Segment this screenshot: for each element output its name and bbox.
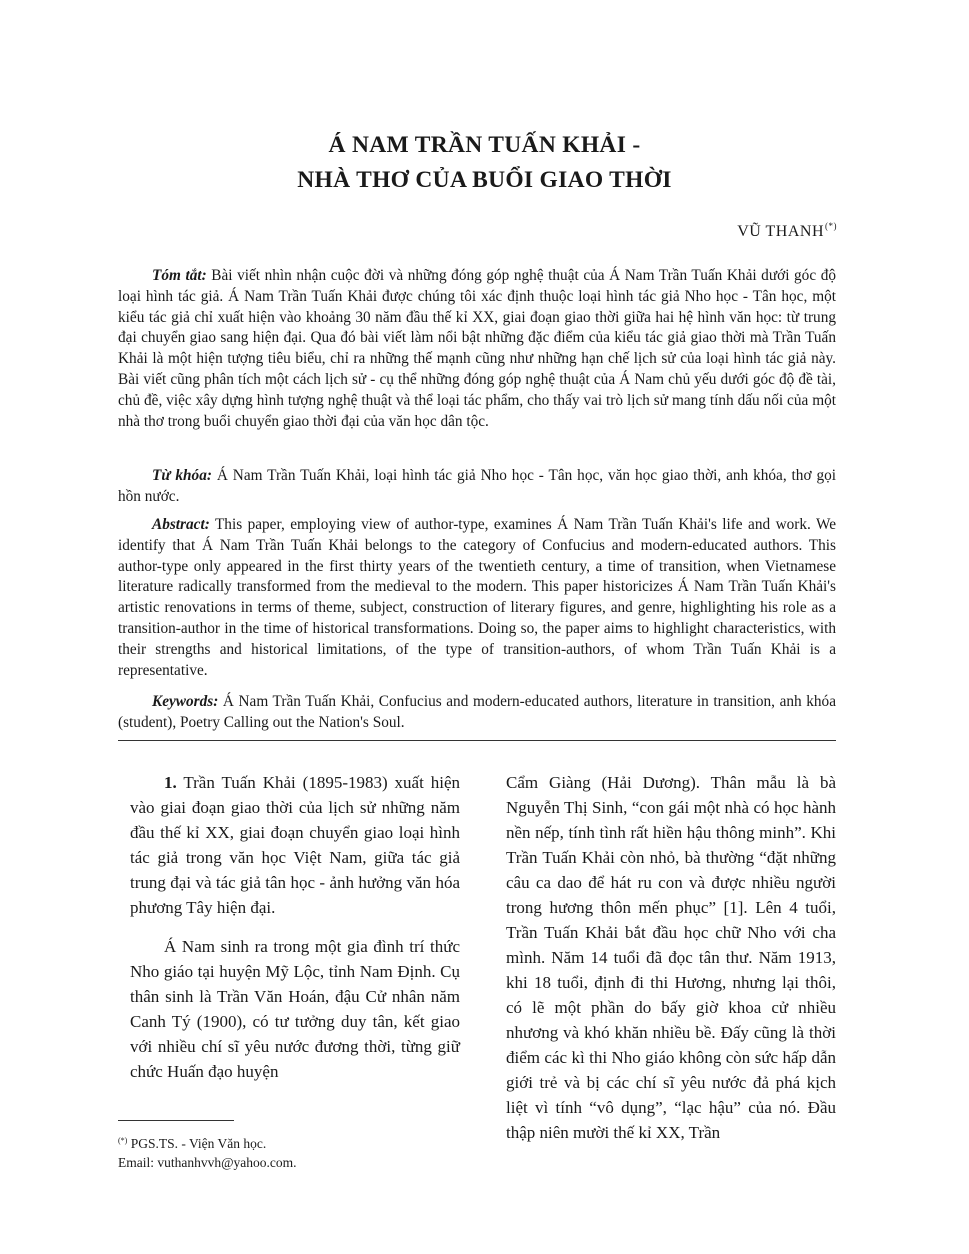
footnote-mark: (*) [118, 1136, 128, 1145]
body-column-left [130, 770, 460, 1084]
abstract-vietnamese [118, 266, 836, 432]
abstract-en-text: This paper, employing view of author-type, examines Á Nam Trần Tuấn Khải's life and work. We identify that Á Nam Trần Tuấn Khải belongs to the category of Confucius and modern-educated authors. This author-type only appeared in the first thirty years of the twentieth century, a time of transition, when Vietnamese literature radically transformed from the medieval to the modern. This paper historicizes Á Nam Trần Tuấn Khải's artistic renovations in terms of theme, subject, construction of literary figures, and genre, highlighting his role as a transition-author in the time of historical transformations. Doing so, the paper aims to highlight characteristics, with their strengths and historical limitations, of the type of transition-authors, of whom Trần Tuấn Khải is a representative. [118, 516, 836, 679]
title-line-2: NHÀ THƠ CỦA BUỔI GIAO THỜI [297, 167, 672, 193]
body-column-right [506, 770, 836, 1145]
footnote-affiliation: PGS.TS. - Viện Văn học. [127, 1136, 267, 1151]
article-title [0, 128, 969, 198]
abstract-en-label: Abstract: [152, 516, 210, 533]
body-text: Trần Tuấn Khải (1895-1983) xuất hiện vào giai đoạn giao thời của lịch sử những năm đầu thế kỉ XX, giai đoạn chuyển giao loại hình tác giả trong văn học Việt Nam, giữa tác giả trung đại và tác giả tân học - ảnh hưởng văn hóa phương Tây hiện đại. [130, 773, 460, 917]
abstract-vn-text: Bài viết nhìn nhận cuộc đời và những đóng góp nghệ thuật của Á Nam Trần Tuấn Khải dưới góc độ loại hình tác giả. Á Nam Trần Tuấn Khải được chúng tôi xác định thuộc loại hình tác giả Nho học - Tân học, một kiểu tác giả chỉ xuất hiện vào khoảng 30 năm đầu thế kỉ XX, giai đoạn giao thời giữa hai hệ hình văn học: từ trung đại chuyển giao sang hiện đại. Qua đó bài viết làm nổi bật những đặc điểm của kiểu tác giả giao thời mà Trần Tuấn Khải là một hiện tượng tiêu biểu, chỉ ra những thế mạnh cũng như những hạn chế lịch sử của loại hình tác giả này. Bài viết cũng phân tích một cách lịch sử - cụ thể những đóng góp nghệ thuật của Á Nam chủ yếu dưới góc độ đề tài, chủ đề, việc xây dựng hình tượng nghệ thuật và thể loại tác phẩm, cho thấy vai trò lịch sử mang tính dấu nối của một nhà thơ trong buổi chuyển giao thời đại của văn học dân tộc. [118, 267, 836, 430]
keywords-vietnamese [118, 466, 836, 508]
section-number: 1. [164, 773, 177, 792]
footnote-email: Email: vuthanhvvh@yahoo.com. [118, 1155, 297, 1170]
body-paragraph: Á Nam sinh ra trong một gia đình trí thức Nho giáo tại huyện Mỹ Lộc, tỉnh Nam Định. Cụ thân sinh là Trần Văn Hoán, đậu Cử nhân năm Canh Tý (1900), có tư tưởng duy tân, kết giao với nhiều chí sĩ yêu nước đương thời, từng giữ chức Huấn đạo huyện [130, 937, 460, 1081]
abstract-english [118, 515, 836, 681]
author-byline [737, 221, 837, 241]
author-footnote-mark: (*) [825, 221, 837, 231]
keywords-vn-text: Á Nam Trần Tuấn Khải, loại hình tác giả Nho học - Tân học, văn học giao thời, anh khóa, thơ gọi hồn nước. [118, 467, 836, 505]
footnote [118, 1131, 478, 1172]
abstract-vn-label: Tóm tắt: [152, 267, 207, 284]
author-name: VŨ THANH [737, 223, 824, 240]
body-paragraph [130, 770, 460, 920]
title-line-1: Á NAM TRẦN TUẤN KHẢI - [328, 132, 641, 158]
body-paragraph: Cẩm Giàng (Hải Dương). Thân mẫu là bà Nguyễn Thị Sinh, “con gái một nhà có học hành nền nếp, tính tình rất hiền hậu thông minh”. Khi Trần Tuấn Khải còn nhỏ, bà thường “đặt những câu ca dao để hát ru con và được nhiều người trong hương thôn mến phục” [1]. Lên 4 tuổi, Trần Tuấn Khải bắt đầu học chữ Nho với cha mình. Năm 14 tuổi đã đọc tân thư. Năm 1913, khi 18 tuổi, định đi thi Hương, nhưng lại thôi, có lẽ một phần do bấy giờ khoa cử nhiều nhương và khó khăn nhiều bề. Đấy cũng là thời điểm các kì thi Nho giáo không còn sức hấp dẫn giới trẻ và bị các chí sĩ yêu nước đả phá kịch liệt vì tính “vô dụng”, “lạc hậu” của nó. Đầu thập niên mười thế kỉ XX, Trần [506, 773, 836, 1142]
keywords-en-text: Á Nam Trần Tuấn Khải, Confucius and modern-educated authors, literature in transition, anh khóa (student), Poetry Calling out the Nation's Soul. [118, 693, 836, 731]
keywords-vn-label: Từ khóa: [152, 467, 212, 484]
footnote-divider [118, 1120, 234, 1121]
keywords-english [118, 692, 836, 734]
abstract-divider [118, 740, 836, 741]
keywords-en-label: Keywords: [152, 693, 219, 710]
